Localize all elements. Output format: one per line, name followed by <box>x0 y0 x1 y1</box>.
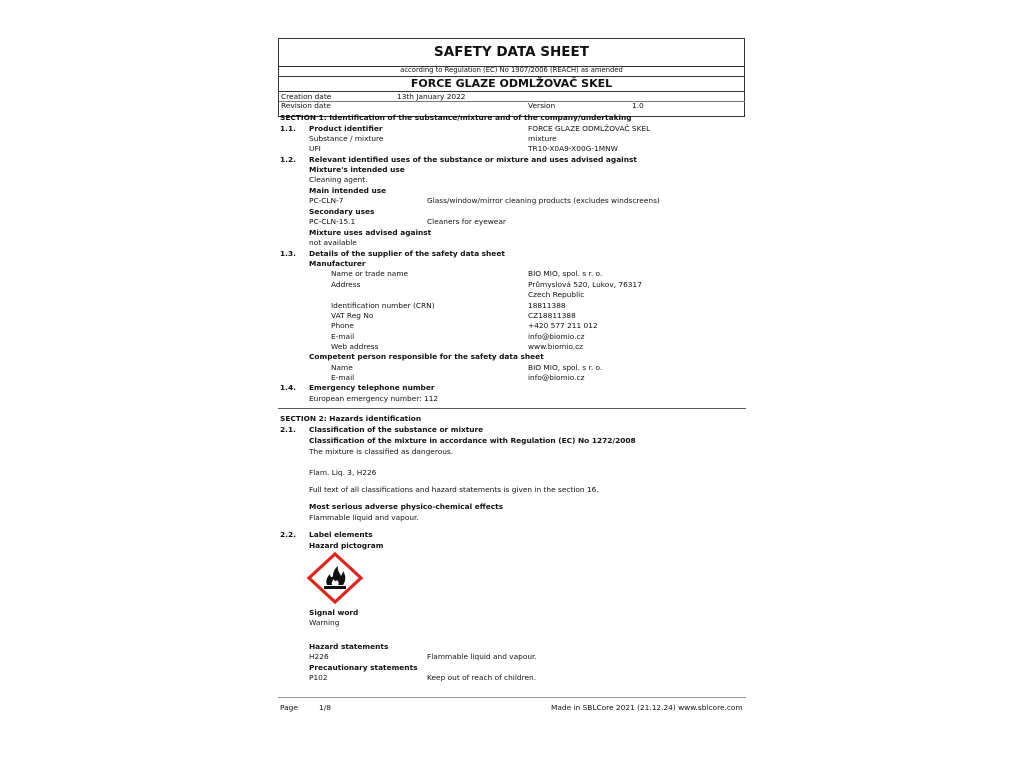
pictogram-title: Hazard pictogram <box>309 541 384 550</box>
hazard-statements-title: Hazard statements <box>309 642 389 651</box>
supplier-value: BIO MIO, spol. s r. o. <box>528 269 603 278</box>
section-number: 1.2. <box>280 155 296 164</box>
precaution-text: Keep out of reach of children. <box>427 673 537 682</box>
subsection-title: Details of the supplier of the safety data sheet <box>309 249 505 258</box>
regulation-text: according to Regulation (EC) No 1907/2006 (REACH) as amended <box>400 66 623 74</box>
supplier-label: E-mail <box>331 332 355 341</box>
classification-subtitle: Classification of the mixture in accordance with Regulation (EC) No 1272/2008 <box>309 436 636 445</box>
section-number: 1.1. <box>280 124 296 133</box>
main-use-code: PC-CLN-7 <box>309 196 344 205</box>
substance-mixture-value: mixture <box>528 134 557 143</box>
effects-title: Most serious adverse physico-chemical effects <box>309 502 504 511</box>
signal-word-value: Warning <box>309 618 340 627</box>
competent-person-title: Competent person responsible for the safety data sheet <box>309 352 544 361</box>
page-number: 1/8 <box>319 703 331 712</box>
version-value: 1.0 <box>632 101 644 110</box>
section-2-title: SECTION 2: Hazards identification <box>280 414 422 423</box>
advised-against-value: not available <box>309 238 357 247</box>
document-title: SAFETY DATA SHEET <box>434 44 589 60</box>
precaution-code: P102 <box>309 673 328 682</box>
product-name-title: FORCE GLAZE ODMLŽOVAČ SKEL <box>410 77 613 90</box>
hazard-code: H226 <box>309 652 329 661</box>
creation-date-value: 13th January 2022 <box>397 92 466 101</box>
fulltext-note: Full text of all classifications and hazard statements is given in the section 16. <box>309 485 599 494</box>
main-use-desc: Glass/window/mirror cleaning products (excludes windscreens) <box>427 196 660 205</box>
competent-label: E-mail <box>331 373 355 382</box>
header-divider <box>279 91 745 92</box>
classification-code: Flam. Liq. 3, H226 <box>309 468 377 477</box>
flame-pictogram-icon <box>305 552 365 604</box>
version-label: Version <box>528 101 556 110</box>
secondary-use-desc: Cleaners for eyewear <box>427 217 506 226</box>
intended-use-value: Cleaning agent. <box>309 175 368 184</box>
precautionary-title: Precautionary statements <box>309 663 418 672</box>
ufi-label: UFI <box>309 144 321 153</box>
creation-date-label: Creation date <box>281 92 332 101</box>
signal-word-title: Signal word <box>309 608 359 617</box>
supplier-label: Phone <box>331 321 354 330</box>
made-in-text: Made in SBLCore 2021 (21.12.24) www.sblcore.com <box>551 703 743 712</box>
supplier-value: CZ18811388 <box>528 311 576 320</box>
supplier-value: Průmyslová 520, Lukov, 76317 <box>528 280 642 289</box>
supplier-label: Name or trade name <box>331 269 409 278</box>
subsection-title: Relevant identified uses of the substance or mixture and uses advised against <box>309 155 637 164</box>
section-number: 2.2. <box>280 530 296 539</box>
supplier-value: 18811388 <box>528 301 566 310</box>
section-number: 1.4. <box>280 383 296 392</box>
secondary-uses-title: Secondary uses <box>309 207 375 216</box>
subsection-title: Emergency telephone number <box>309 383 435 392</box>
section-number: 1.3. <box>280 249 296 258</box>
header-divider <box>279 101 745 102</box>
supplier-label: Address <box>331 280 361 289</box>
competent-label: Name <box>331 363 353 372</box>
supplier-label: VAT Reg No <box>331 311 374 320</box>
competent-value: BIO MIO, spol. s r. o. <box>528 363 603 372</box>
classified-text: The mixture is classified as dangerous. <box>309 447 454 456</box>
section-1-title: SECTION 1: Identification of the substance/mixture and of the company/undertaking <box>280 113 632 122</box>
intended-use-title: Mixture's intended use <box>309 165 405 174</box>
page-label: Page <box>280 703 298 712</box>
subsection-title: Label elements <box>309 530 373 539</box>
main-use-title: Main intended use <box>309 186 387 195</box>
supplier-value: info@biomio.cz <box>528 332 585 341</box>
section-number: 2.1. <box>280 425 296 434</box>
supplier-label: Web address <box>331 342 379 351</box>
subsection-title: Classification of the substance or mixture <box>309 425 484 434</box>
product-identifier-value: FORCE GLAZE ODMLŽOVAČ SKEL <box>528 124 651 133</box>
manufacturer-title: Manufacturer <box>309 259 366 268</box>
competent-value: info@biomio.cz <box>528 373 585 382</box>
ufi-value: TR10-X0A9-X00G-1MNW <box>528 144 618 153</box>
subsection-title: Product identifier <box>309 124 383 133</box>
secondary-use-code: PC-CLN-15.1 <box>309 217 356 226</box>
footer-divider <box>278 697 746 698</box>
substance-mixture-label: Substance / mixture <box>309 134 384 143</box>
section-divider <box>278 408 746 409</box>
supplier-value: www.biomio.cz <box>528 342 584 351</box>
supplier-value: Czech Republic <box>528 290 585 299</box>
hazard-text: Flammable liquid and vapour. <box>427 652 537 661</box>
revision-date-label: Revision date <box>281 101 331 110</box>
emergency-number: European emergency number: 112 <box>309 394 439 403</box>
effects-value: Flammable liquid and vapour. <box>309 513 419 522</box>
advised-against-title: Mixture uses advised against <box>309 228 432 237</box>
supplier-label: Identification number (CRN) <box>331 301 435 310</box>
supplier-value: +420 577 211 012 <box>528 321 598 330</box>
